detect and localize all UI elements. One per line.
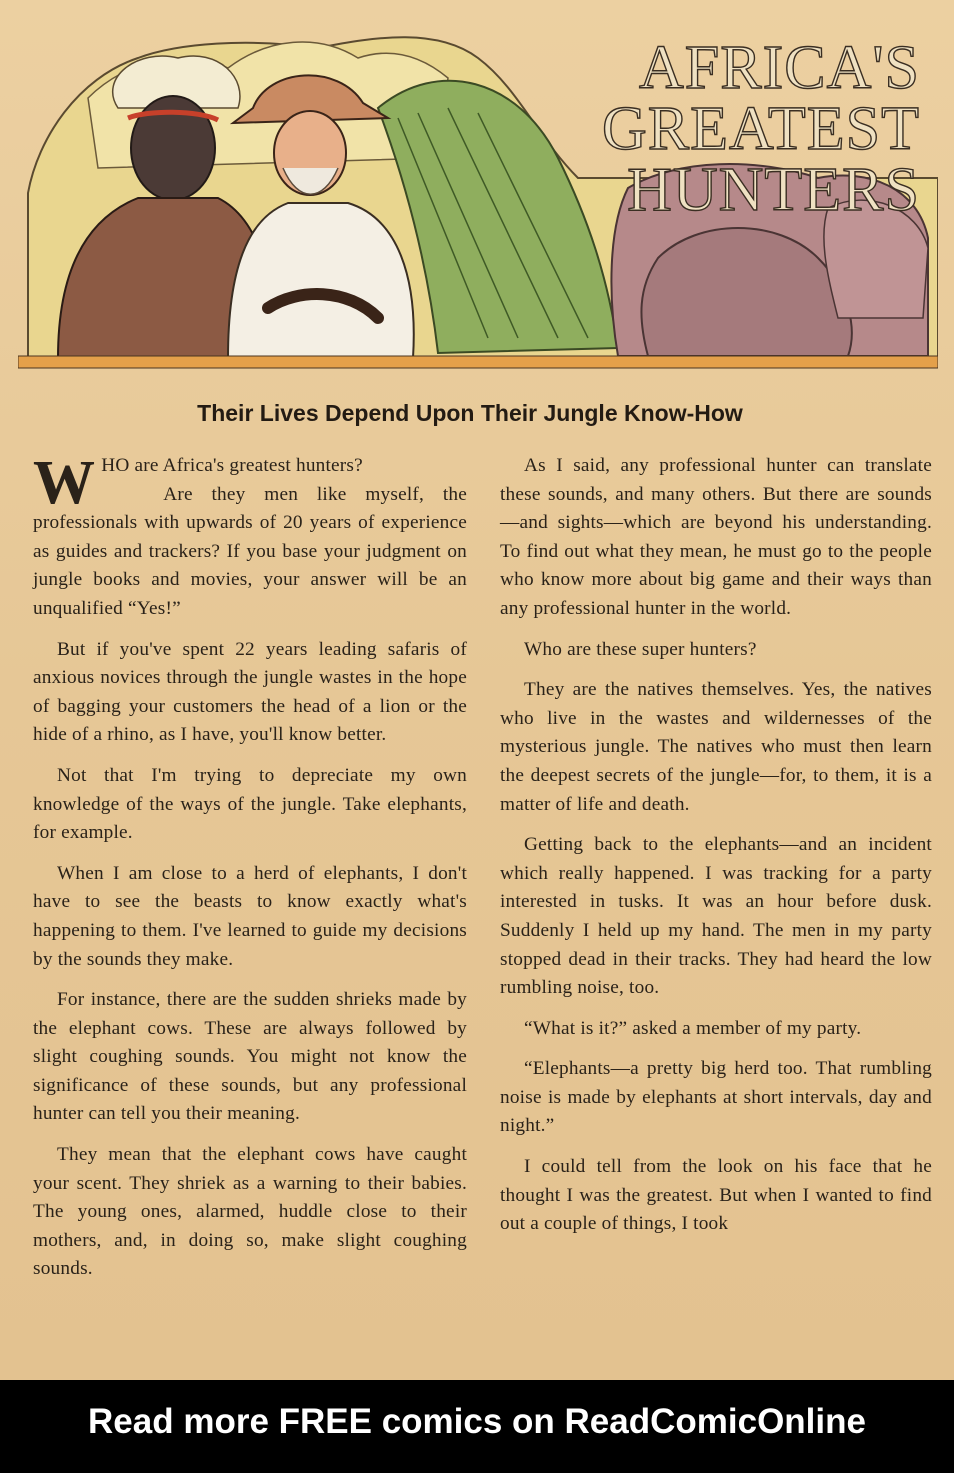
intro-rest: Are they men like myself, the professionals with upwards of 20 years of experience as guides and trackers? If you base your judgment on jungle books and movies, your answer will be an unqualified “Yes!” <box>33 483 467 619</box>
subheading: Their Lives Depend Upon Their Jungle Know-How <box>197 400 743 426</box>
paragraph: Who are these super hunters? <box>524 638 757 660</box>
promo-banner[interactable] <box>0 1380 954 1473</box>
promo-text[interactable]: Read more FREE comics on ReadComicOnline <box>88 1402 866 1441</box>
paragraph: I could tell from the look on his face that he thought I was the greatest. But when I wanted to find out a couple of things, I took <box>500 1156 932 1235</box>
story-title <box>500 34 920 224</box>
title-line-1: AFRICA'S <box>638 34 920 102</box>
paragraph: When I am close to a herd of elephants, I don't have to see the beasts to know exactly what's happening to them. I've learned to guide my decisions by the sounds they make. <box>33 862 467 970</box>
paragraph-intro <box>33 449 467 624</box>
drop-cap: W <box>33 449 96 517</box>
title-line-2: GREATEST <box>602 94 920 163</box>
header-illustration <box>18 18 938 376</box>
paragraph: They are the natives themselves. Yes, the natives who live in the wastes and wildernesses of the mysterious jungle. The natives who must then learn the deepest secrets of the jungle—for, to them, it is a matter of life and death. <box>500 679 932 815</box>
title-line-3: HUNTERS <box>627 155 920 224</box>
intro-first-line: HO are Africa's greatest hunters? <box>101 455 363 476</box>
paragraph: As I said, any professional hunter can translate these sounds, and many others. But there are sounds—and sights—which are beyond his understanding. To find out what they mean, he must go to the people who know more about big game and their ways than any professional hunter in the world. <box>500 455 932 619</box>
paragraph: “Elephants—a pretty big herd too. That rumbling noise is made by elephants at short intervals, day and night.” <box>500 1058 932 1137</box>
paragraph: Not that I'm trying to depreciate my own knowledge of the ways of the jungle. Take elephants, for example. <box>33 764 467 844</box>
left-column <box>33 449 467 1296</box>
paragraph: For instance, there are the sudden shrieks made by the elephant cows. These are always followed by slight coughing sounds. You might not know the significance of these sounds, but any professional hunter can tell you their meaning. <box>33 989 467 1125</box>
paragraph: They mean that the elephant cows have caught your scent. They shriek as a warning to their babies. The young ones, alarmed, huddle close to their mothers, and, in doing so, make slight coughing sounds. <box>33 1144 467 1280</box>
paragraph: Getting back to the elephants—and an incident which really happened. I was tracking for a party interested in tusks. It was an hour before dusk. Suddenly I held up my hand. The men in my party stopped dead in their tracks. They had heard the low rumbling noise, too. <box>500 834 932 999</box>
right-column <box>500 452 932 1251</box>
paragraph: But if you've spent 22 years leading safaris of anxious novices through the jungle wastes in the hope of bagging your customers the head of a lion or the hide of a rhino, as I have, you'll know better. <box>33 638 467 746</box>
paragraph: “What is it?” asked a member of my party. <box>524 1017 862 1039</box>
